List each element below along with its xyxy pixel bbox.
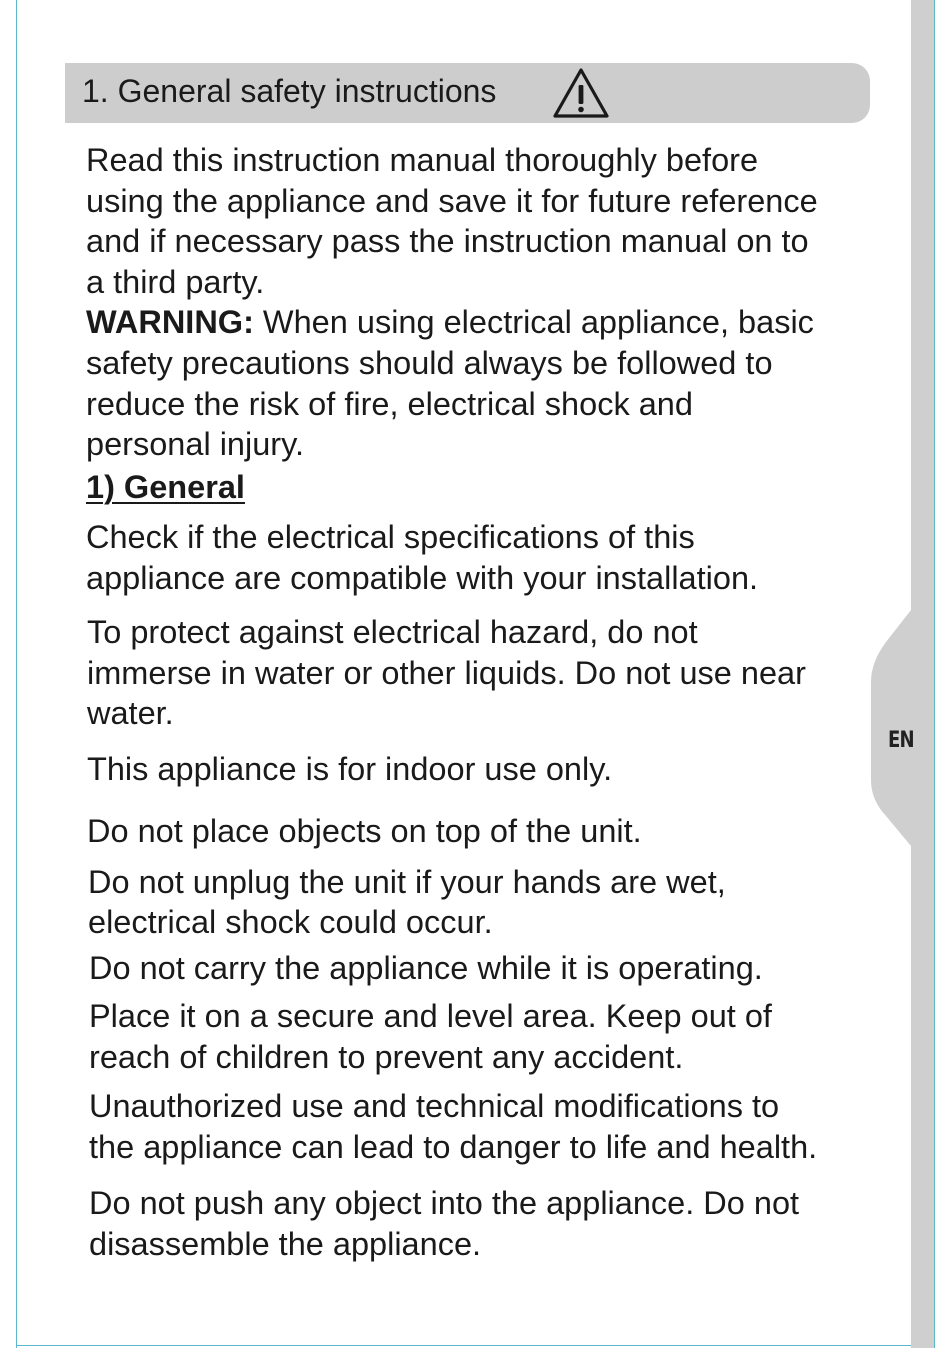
- paragraph-line: immerse in water or other liquids. Do not use near: [87, 654, 806, 691]
- subsection-heading: [86, 467, 245, 508]
- warning-line: safety precautions should always be followed to: [86, 345, 773, 381]
- paragraph-line: the appliance can lead to danger to life and health.: [89, 1128, 818, 1165]
- warning-line: [86, 302, 814, 343]
- paragraph-line: electrical shock could occur.: [88, 904, 493, 940]
- section-title: 1. General safety instructions: [82, 73, 497, 109]
- warning-line: personal injury.: [86, 426, 304, 463]
- warning-line: reduce the risk of fire, electrical shock and: [86, 385, 693, 422]
- right-border-line: [934, 0, 935, 1348]
- paragraph-line: water.: [87, 695, 174, 732]
- intro-line: Read this instruction manual thoroughly before: [86, 142, 759, 178]
- paragraph-line: Do not carry the appliance while it is operating.: [89, 950, 763, 986]
- warning-label: WARNING:: [86, 304, 254, 341]
- paragraph-line: To protect against electrical hazard, do not: [87, 614, 698, 650]
- paragraph-line: Do not push any object into the appliance. Do not: [89, 1185, 800, 1221]
- paragraph-line: disassemble the appliance.: [89, 1225, 482, 1262]
- intro-line: using the appliance and save it for future reference: [86, 182, 818, 219]
- language-tab-label: EN: [888, 728, 914, 753]
- paragraph-line: Unauthorized use and technical modifications to: [89, 1088, 780, 1124]
- bottom-border-line: [16, 1345, 911, 1346]
- paragraph-line: reach of children to prevent any accident.: [89, 1038, 684, 1075]
- paragraph-line: Check if the electrical specifications of this: [86, 519, 695, 555]
- paragraph-line: appliance are compatible with your installation.: [86, 559, 759, 596]
- intro-line: and if necessary pass the instruction manual on to: [86, 223, 809, 260]
- paragraph-line: Place it on a secure and level area. Keep out of: [89, 998, 772, 1034]
- warning-text: When using electrical appliance, basic: [253, 304, 814, 341]
- paragraph-line: Do not place objects on top of the unit.: [87, 813, 642, 849]
- paragraph-line: This appliance is for indoor use only.: [87, 751, 613, 787]
- paragraph-line: Do not unplug the unit if your hands are wet,: [88, 864, 726, 900]
- intro-line: a third party.: [86, 263, 265, 300]
- left-border-line: [16, 0, 17, 1348]
- warning-triangle-icon: [551, 66, 611, 120]
- subsection-title: 1) General: [86, 469, 245, 505]
